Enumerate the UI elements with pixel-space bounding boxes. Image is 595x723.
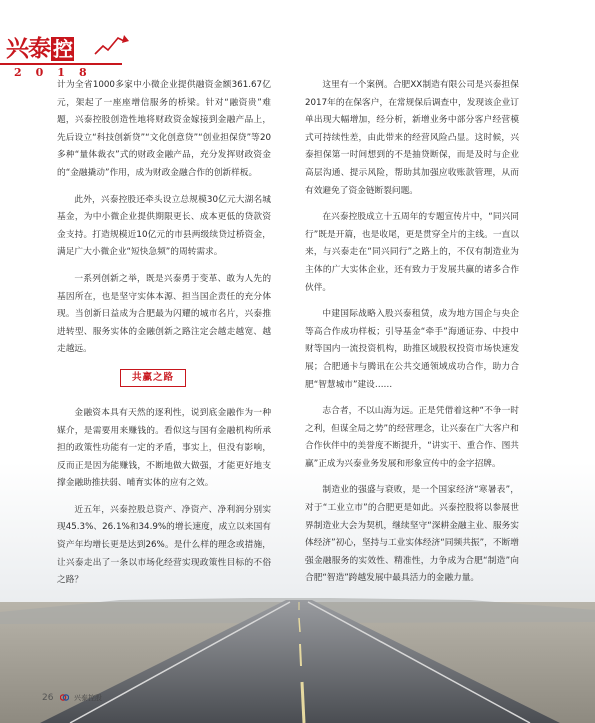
paragraph: 这里有一个案例。合肥XX制造有限公司是兴泰担保2017年的在保客户，在常规保后调查中，发现该企业订单出现大幅增加，经分析，新增业务中部分客户经营模式可持续性差，由此带来的经营风险凸显。这时候，兴泰担保第一时间想到的不是抽贷断保，而是及时与企业高层沟通、提示风险，帮助其加强应收账款管理，从而有效避免了资金链断裂问题。 <box>305 80 519 196</box>
right-column <box>305 77 519 597</box>
section-heading-text: 共赢之路 <box>131 371 174 383</box>
paragraph: 在兴泰控股成立十五周年的专题宣传片中，“同兴同行”既是开篇，也是收尾，更是贯穿全片的主线。一直以来，与兴泰走在“同兴同行”之路上的，不仅有制造业为主体的广大实体企业，还有致力于发展共赢的诸多合作伙伴。 <box>305 212 519 293</box>
brand-name: 兴泰 <box>6 35 50 62</box>
brand-badge: 控 <box>53 37 72 61</box>
paragraph: 制造业的强盛与衰败，是一个国家经济“寒暑表”，对于“工业立市”的合肥更是如此。兴泰控股将以参展世界制造业大会为契机，继续坚守“深耕金融主业、服务实体经济”初心，坚持与工业实体经济“同频共振”，不断增强金融服务的实效性、精准性，力争成为合肥“制造”向合肥“智造”跨越发展中最具活力的金融力量。 <box>305 485 519 584</box>
paragraph: 计为全省1000多家中小微企业提供融资金额361.67亿元，架起了一座座增信服务的桥梁。针对“融资贵”难题，兴泰控股创造性地将财政资金嫁接到金融产品上，先后设立“科技创新贷”“文化创意贷”“创业担保贷”等20多种“量体裁衣”式的财政金融产品，充分发挥财政资金的“金融撬动”作用，成为财政金融合作的创新样板。 <box>57 80 271 178</box>
paragraph: 近五年，兴泰控股总资产、净资产、净利润分别实现45.3%、26.1%和34.9%的增长速度，成立以来国有资产年均增长更是达到26%。是什么样的理念或措施，让兴泰走出了一条以市场化经营实现政策性目标的不俗之路？ <box>57 504 271 586</box>
paragraph: 中建国际战略入股兴泰租赁，成为地方国企与央企等高合作成功样板；引导基金“牵手”海通证券、中投中财等国内一流投资机构，助推区域股权投资市场快速发展；合肥通卡与腾讯在公共交通领域成功合作，助力合肥“智慧城市”建设…… <box>305 309 519 390</box>
paragraph: 此外，兴泰控股还牵头设立总规模30亿元大湖名城基金，为中小微企业提供期限更长、成本更低的贷款资金支持。打造规模近10亿元的市县两级续贷过桥资金，满足广大小微企业“短快急频”的周转需求。 <box>57 194 271 258</box>
left-column <box>57 77 271 599</box>
section-heading <box>120 369 186 387</box>
growth-arrow-icon <box>94 32 130 58</box>
paragraph: 一系列创新之举，既是兴泰勇于变革、敢为人先的基因所在，也是坚守实体本源、担当国企责任的充分体现。当创新日益成为合肥最为闪耀的城市名片，兴泰推进转型、服务实体的金融创新之路注定会越走越宽、越走越远。 <box>57 273 271 355</box>
brand-logo <box>6 30 74 63</box>
header-rule <box>0 63 122 65</box>
page-number: 26 <box>42 693 54 703</box>
company-logo-icon <box>60 694 69 701</box>
paragraph: 志合者，不以山海为远。正是凭借着这种“不争一时之利，但谋全局之势”的经营理念，让兴泰在广大客户和合作伙伴中的美誉度不断提升，“讲实干、重合作、图共赢”正成为兴泰业务发展和形象宣传中的金字招牌。 <box>305 406 519 469</box>
issue-year: 2018 <box>14 66 101 79</box>
footer-company-name: 兴泰控股 <box>74 694 102 702</box>
paragraph: 金融资本具有天然的逐利性，说到底金融作为一种媒介，是需要用来赚钱的。看似这与国有金融机构所承担的政策性功能有一定的矛盾，事实上，但没有影响，反而正是因为能赚钱，不断地做大做强，才能更好地支撑金融助推扶弱、哺育实体的应有之效。 <box>57 407 271 489</box>
